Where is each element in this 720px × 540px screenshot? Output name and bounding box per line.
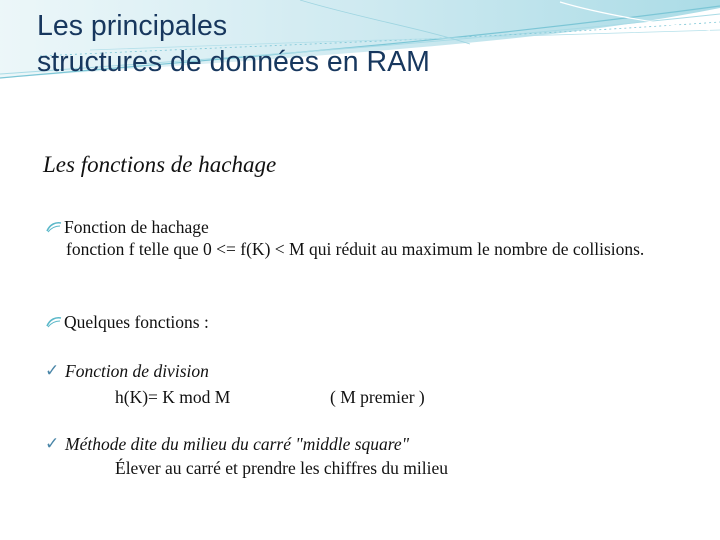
- check-heading: Méthode dite du milieu du carré "middle square": [65, 434, 410, 454]
- title-line-1: Les principales: [37, 10, 228, 42]
- bullet-body: fonction f telle que 0 <= f(K) < M qui réduit au maximum le nombre de collisions.: [66, 239, 645, 259]
- title-line-2: structures de données en RAM: [37, 46, 430, 78]
- check-body: Élever au carré et prendre les chiffres du milieu: [115, 458, 448, 478]
- swoosh-bullet-icon: [45, 312, 63, 332]
- bullet-heading: Fonction de hachage: [64, 217, 209, 237]
- division-formula: h(K)= K mod M: [115, 387, 231, 407]
- bullet-hash-function: [45, 217, 685, 259]
- swoosh-bullet-icon: [45, 217, 63, 237]
- division-condition: ( M premier ): [330, 387, 425, 407]
- section-subtitle: Les fonctions de hachage: [43, 152, 277, 177]
- bullet-heading: Quelques fonctions :: [64, 312, 209, 332]
- checkmark-icon: ✓: [45, 434, 60, 454]
- check-middle-square: [45, 434, 685, 478]
- slide-title: [37, 8, 697, 80]
- checkmark-icon: ✓: [45, 361, 60, 381]
- check-division-function: [45, 361, 685, 409]
- bullet-some-functions: [45, 312, 685, 332]
- check-heading: Fonction de division: [65, 361, 209, 381]
